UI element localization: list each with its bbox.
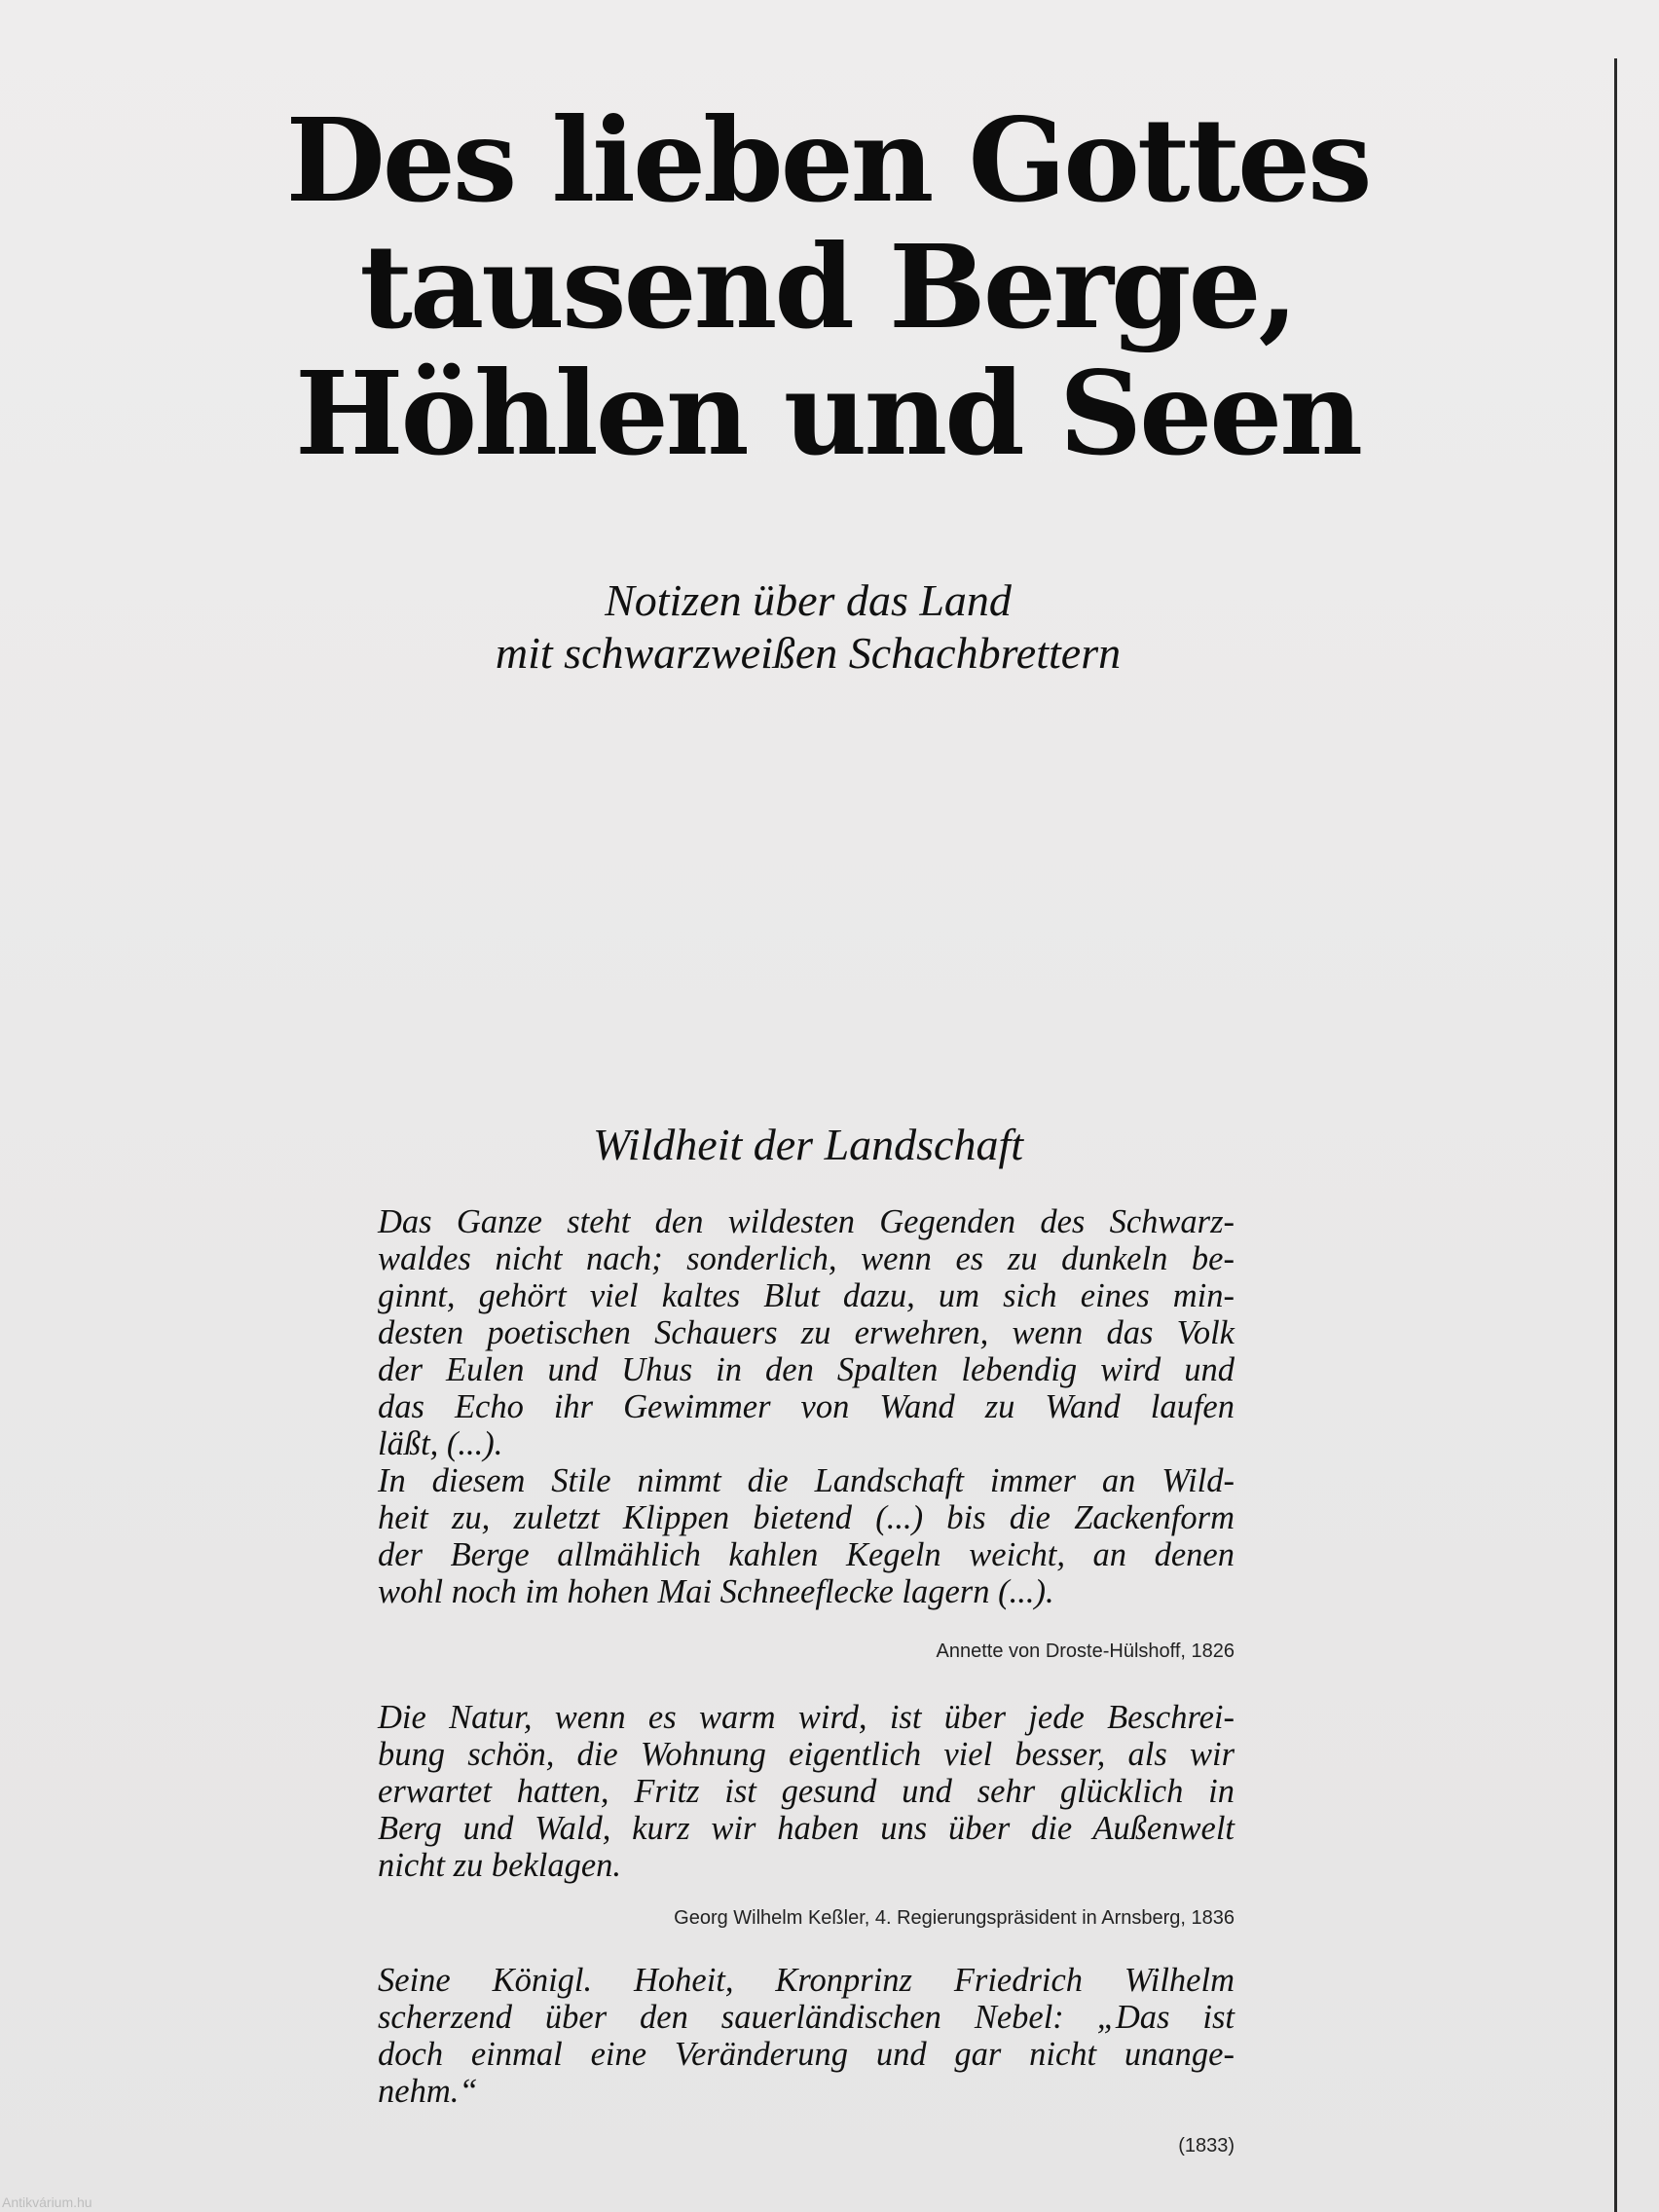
quote-line: läßt, (...). (378, 1425, 503, 1462)
quote-kronprinz (378, 1962, 1235, 2110)
quote-line: desten poetischen Schauers zu erwehren, wenn das Volk (378, 1314, 1235, 1351)
quote-attribution: Georg Wilhelm Keßler, 4. Regierungspräsident in Arnsberg, 1836 (674, 1907, 1235, 1929)
quote-line: der Eulen und Uhus in den Spalten lebendig wird und (378, 1351, 1235, 1388)
quote-line: nehm.“ (378, 2073, 478, 2110)
page-edge-line (1614, 58, 1617, 2212)
quote-line: heit zu, zuletzt Klippen bietend (...) bis die Zackenform (378, 1499, 1235, 1536)
quote-line: scherzend über den sauerländischen Nebel: „Das ist (378, 1999, 1235, 2036)
quote-line: wohl noch im hohen Mai Schneeflecke lagern (...). (378, 1573, 1054, 1610)
section-heading: Wildheit der Landschaft (592, 1120, 1024, 1169)
quote-line: doch einmal eine Veränderung und gar nicht unange- (378, 2036, 1235, 2073)
quote-kessler (378, 1699, 1235, 1884)
watermark: Antikvárium.hu (2, 2194, 92, 2210)
quote-line: erwartet hatten, Fritz ist gesund und sehr glücklich in (378, 1773, 1235, 1810)
quote-line: nicht zu beklagen. (378, 1847, 622, 1884)
subtitle-line-2: mit schwarzweißen Schachbrettern (495, 628, 1122, 678)
title-line-2: tausend Berge, (359, 219, 1296, 354)
page-title (146, 92, 1509, 481)
quote-attribution: Annette von Droste-Hülshoff, 1826 (936, 1641, 1235, 1662)
quote-line: der Berge allmählich kahlen Kegeln weicht, an denen (378, 1536, 1235, 1573)
quote-line: ginnt, gehört viel kaltes Blut dazu, um sich eines min- (378, 1277, 1235, 1314)
quote-attribution: (1833) (1178, 2135, 1235, 2157)
quote-line: Berg und Wald, kurz wir haben uns über die Außenwelt (378, 1810, 1235, 1847)
quote-droste-huelshoff (378, 1203, 1235, 1610)
quote-line: waldes nicht nach; sonderlich, wenn es zu dunkeln be- (378, 1240, 1235, 1277)
quote-line: In diesem Stile nimmt die Landschaft immer an Wild- (378, 1462, 1235, 1499)
quote-line: das Echo ihr Gewimmer von Wand zu Wand laufen (378, 1388, 1235, 1425)
quote-line: Das Ganze steht den wildesten Gegenden des Schwarz- (378, 1203, 1235, 1240)
quote-line: Seine Königl. Hoheit, Kronprinz Friedrich Wilhelm (378, 1962, 1235, 1999)
title-line-3: Höhlen und Seen (294, 346, 1361, 481)
quote-line: bung schön, die Wohnung eigentlich viel besser, als wir (378, 1736, 1235, 1773)
quote-line: Die Natur, wenn es warm wird, ist über jede Beschrei- (378, 1699, 1235, 1736)
subtitle-line-1: Notizen über das Land (605, 575, 1012, 625)
title-line-1: Des lieben Gottes (285, 92, 1370, 228)
subtitle (146, 574, 1470, 680)
